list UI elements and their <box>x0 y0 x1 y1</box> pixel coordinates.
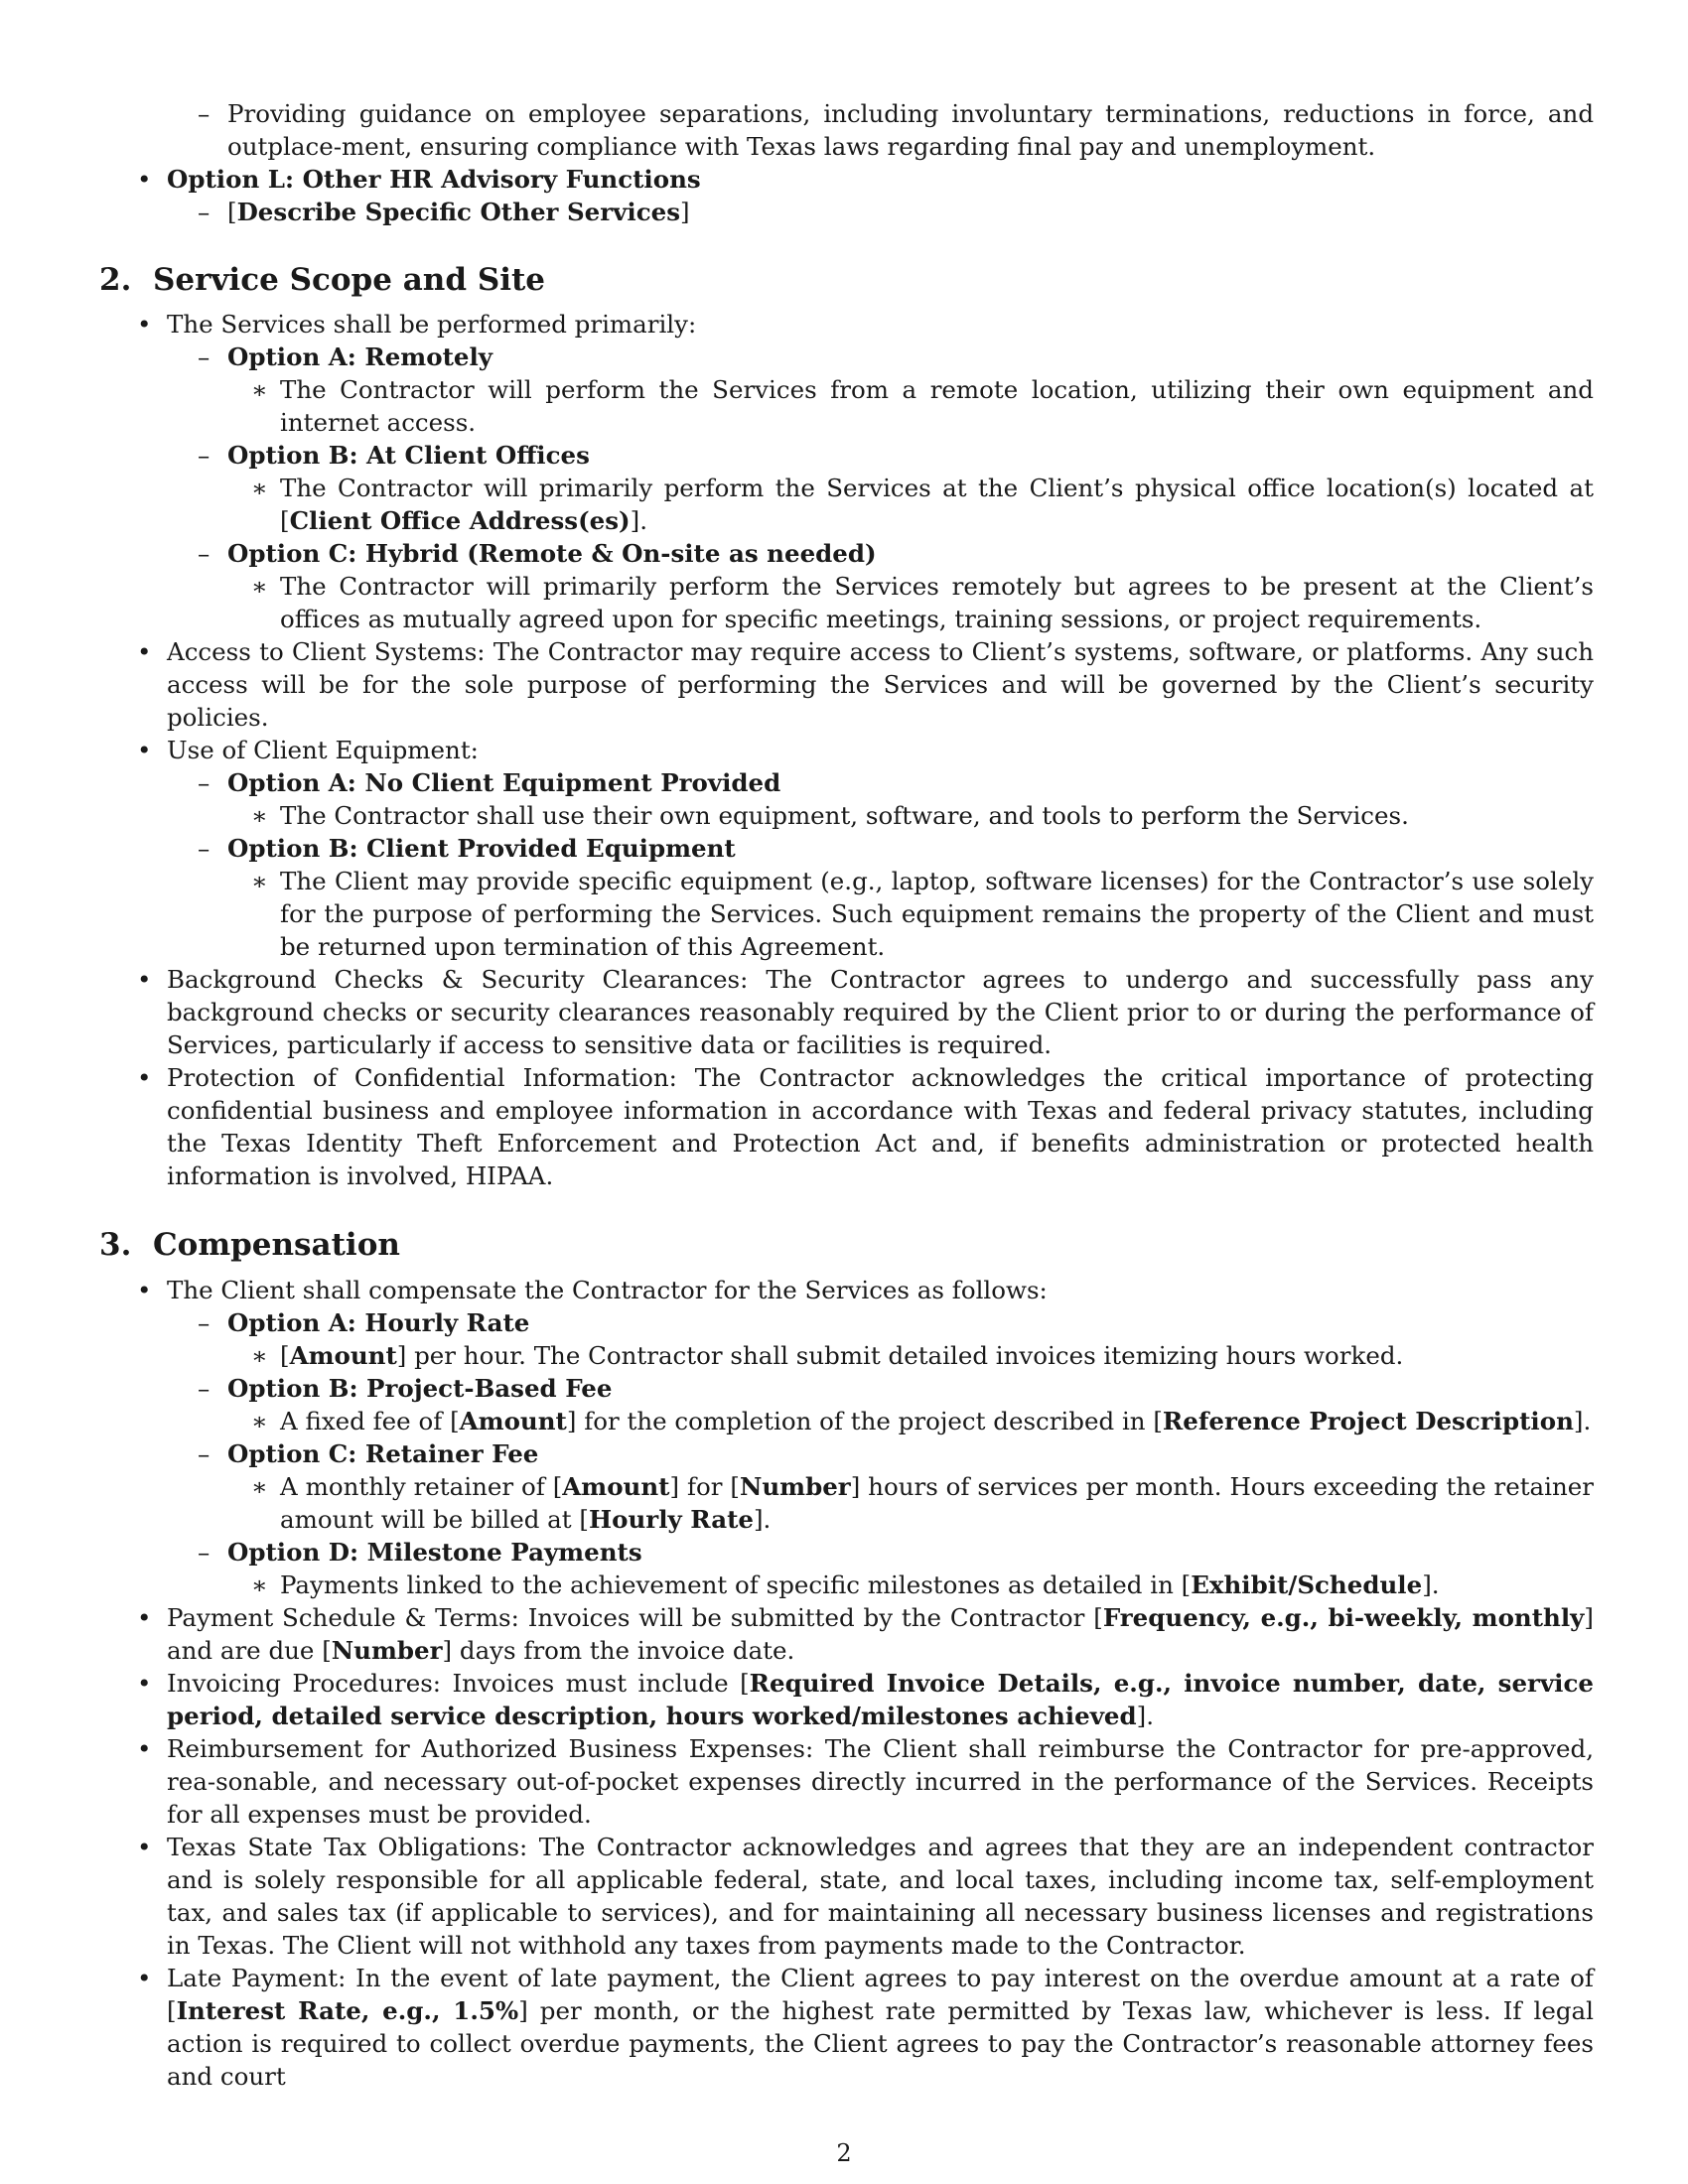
list-item <box>99 97 1594 163</box>
list-item: • Use of Client Equipment: <box>137 736 479 764</box>
dash-marker: – <box>198 342 211 371</box>
list-item: ∗ The Contractor will primarily perform the Services at the Client’s physical office location(s) located at [Client Office Address(es)]. <box>251 474 1594 535</box>
bullet-marker: • <box>137 165 152 194</box>
option-title: Option A: No Client Equipment Provided <box>227 768 781 797</box>
list-item <box>99 163 1594 196</box>
star-marker: ∗ <box>251 375 268 404</box>
dash-marker: – <box>198 1538 211 1567</box>
list-item: • Reimbursement for Authorized Business Expenses: The Client shall reimburse the Contractor for pre-approved, rea-sonable, and necessary out-of-pocket expenses directly incurred in the performance of the Services. Receipts for all expenses must be provided. <box>137 1734 1594 1829</box>
placeholder-amount: Amount <box>459 1407 567 1435</box>
list-item: ∗ [Amount] per hour. The Contractor shall submit detailed invoices itemizing hours worked. <box>251 1341 1404 1370</box>
list-item: ∗ A monthly retainer of [Amount] for [Number] hours of services per month. Hours exceeding the retainer amount will be billed at [Hourly Rate]. <box>251 1472 1594 1534</box>
placeholder-client-address: Client Office Address(es) <box>289 506 631 535</box>
option-l-title: Option L: Other HR Advisory Functions <box>167 165 701 194</box>
option-title: Option C: Retainer Fee <box>227 1439 539 1468</box>
bullet-marker: • <box>137 1063 152 1092</box>
bullet-marker: • <box>137 310 152 339</box>
list-item <box>99 1437 1594 1470</box>
list-item: ∗ The Contractor will primarily perform the Services remotely but agrees to be present at the Client’s offices as mutually agreed upon for specific meetings, training sessions, or project requirements. <box>251 572 1594 633</box>
star-marker: ∗ <box>251 1407 268 1435</box>
placeholder-interest-rate: Interest Rate, e.g., 1.5% <box>176 1996 519 2025</box>
list-item <box>99 766 1594 799</box>
bullet-marker: • <box>137 1603 152 1632</box>
dash-marker: – <box>198 1374 211 1403</box>
bullet-marker: • <box>137 637 152 666</box>
list-item: • Invoicing Procedures: Invoices must include [Required Invoice Details, e.g., invoice number, date, service period, detailed service description, hours worked/milestones achieved]. <box>137 1669 1594 1730</box>
list-item: • The Services shall be performed primarily: <box>137 310 697 339</box>
bullet-marker: • <box>137 736 152 764</box>
bullet-marker: • <box>137 1276 152 1304</box>
list-item: ∗ The Contractor will perform the Services from a remote location, utilizing their own equipment and internet access. <box>251 375 1594 437</box>
list-item <box>99 1306 1594 1339</box>
placeholder-project-description: Reference Project Description <box>1162 1407 1574 1435</box>
page-number: 2 <box>836 2139 852 2167</box>
star-marker: ∗ <box>251 474 268 502</box>
placeholder-exhibit: Exhibit/Schedule <box>1191 1570 1423 1599</box>
section-heading-compensation: 3. Compensation <box>99 1227 400 1263</box>
list-item <box>99 1536 1594 1569</box>
star-marker: ∗ <box>251 1341 268 1370</box>
list-item <box>99 439 1594 472</box>
dash-marker: – <box>198 768 211 797</box>
list-item: • Texas State Tax Obligations: The Contractor acknowledges and agrees that they are an independent contractor and is solely responsible for all applicable federal, state, and local taxes, including income tax, self-employment tax, and sales tax (if applicable to services), and for maintaining all necessary business licenses and registrations in Texas. The Client will not withhold any taxes from payments made to the Contractor. <box>137 1833 1594 1960</box>
list-item: • Background Checks & Security Clearances: The Contractor agrees to undergo and successfully pass any background checks or security clearances reasonably required by the Client prior to or during the performance of Services, particularly if access to sensitive data or facilities is required. <box>137 965 1594 1059</box>
list-item <box>99 1372 1594 1405</box>
placeholder-number: Number <box>739 1472 851 1501</box>
bullet-marker: • <box>137 1964 152 1992</box>
list-item: ∗ The Contractor shall use their own equipment, software, and tools to perform the Services. <box>251 801 1409 830</box>
bullet-marker: • <box>137 1669 152 1698</box>
star-marker: ∗ <box>251 867 268 895</box>
bullet-marker: • <box>137 1833 152 1861</box>
list-item: • The Client shall compensate the Contractor for the Services as follows: <box>137 1276 1048 1304</box>
list-item: ∗ A fixed fee of [Amount] for the completion of the project described in [Reference Project Description]. <box>251 1407 1592 1435</box>
option-title: Option A: Hourly Rate <box>227 1308 530 1337</box>
option-title: Option A: Remotely <box>227 342 493 371</box>
option-title: Option D: Milestone Payments <box>227 1538 642 1567</box>
placeholder-amount: Amount <box>562 1472 670 1501</box>
list-item: • Access to Client Systems: The Contractor may require access to Client’s systems, software, or platforms. Any such access will be for the sole purpose of performing the Services and will be governed by the Client’s security policies. <box>137 637 1594 732</box>
dash-marker: – <box>198 1439 211 1468</box>
list-item: • Payment Schedule & Terms: Invoices will be submitted by the Contractor [Frequency, e.g., bi-weekly, monthly] and are due [Number] days from the invoice date. <box>137 1603 1594 1665</box>
section-heading-service-scope: 2. Service Scope and Site <box>99 262 546 298</box>
list-item: – [Describe Specific Other Services] <box>198 198 690 226</box>
list-item: ∗ The Client may provide specific equipment (e.g., laptop, software licenses) for the Contractor’s use solely for the purpose of performing the Services. Such equipment remains the property of the Client and must be returned upon termination of this Agreement. <box>251 867 1594 961</box>
dash-marker: – <box>198 198 211 226</box>
dash-marker: – <box>198 539 211 568</box>
option-title: Option B: Project-Based Fee <box>227 1374 613 1403</box>
separations-text: Providing guidance on employee separations, including involuntary terminations, reductions in force, and outplace-ment, ensuring compliance with Texas laws regarding final pay and unemployment. <box>227 99 1594 161</box>
bullet-marker: • <box>137 965 152 994</box>
list-item <box>99 537 1594 570</box>
star-marker: ∗ <box>251 1570 268 1599</box>
option-title: Option B: At Client Offices <box>227 441 590 470</box>
dash-marker: – <box>198 1308 211 1337</box>
dash-marker: – <box>198 99 211 128</box>
dash-marker: – <box>198 834 211 863</box>
list-item: ∗ Payments linked to the achievement of specific milestones as detailed in [Exhibit/Schedule]. <box>251 1570 1440 1599</box>
list-item <box>99 832 1594 865</box>
option-title: Option B: Client Provided Equipment <box>227 834 736 863</box>
star-marker: ∗ <box>251 801 268 830</box>
list-item <box>99 341 1594 373</box>
list-item: • Late Payment: In the event of late payment, the Client agrees to pay interest on the overdue amount at a rate of [Interest Rate, e.g., 1.5%] per month, or the highest rate permitted by Texas law, whichever is less. If legal action is required to collect overdue payments, the Client agrees to pay the Contractor’s reasonable attorney fees and court <box>137 1964 1594 2091</box>
document-body <box>99 97 1594 2093</box>
placeholder-other-services: Describe Specific Other Services <box>236 198 680 226</box>
list-item: • Protection of Confidential Information: The Contractor acknowledges the critical importance of protecting confidential business and employee information in accordance with Texas and federal privacy statutes, including the Texas Identity Theft Enforcement and Protection Act and, if benefits administration or protected health information is involved, HIPAA. <box>137 1063 1594 1190</box>
placeholder-amount: Amount <box>289 1341 397 1370</box>
star-marker: ∗ <box>251 572 268 601</box>
star-marker: ∗ <box>251 1472 268 1501</box>
option-title: Option C: Hybrid (Remote & On-site as needed) <box>227 539 877 568</box>
bullet-marker: • <box>137 1734 152 1763</box>
placeholder-hourly-rate: Hourly Rate <box>588 1505 754 1534</box>
placeholder-number: Number <box>331 1636 443 1665</box>
placeholder-frequency: Frequency, e.g., bi-weekly, monthly <box>1102 1603 1585 1632</box>
placeholder-invoice-details: Required Invoice Details, e.g., invoice number, date, service period, detailed service description, hours worked/milestones achieved <box>167 1669 1594 1730</box>
dash-marker: – <box>198 441 211 470</box>
